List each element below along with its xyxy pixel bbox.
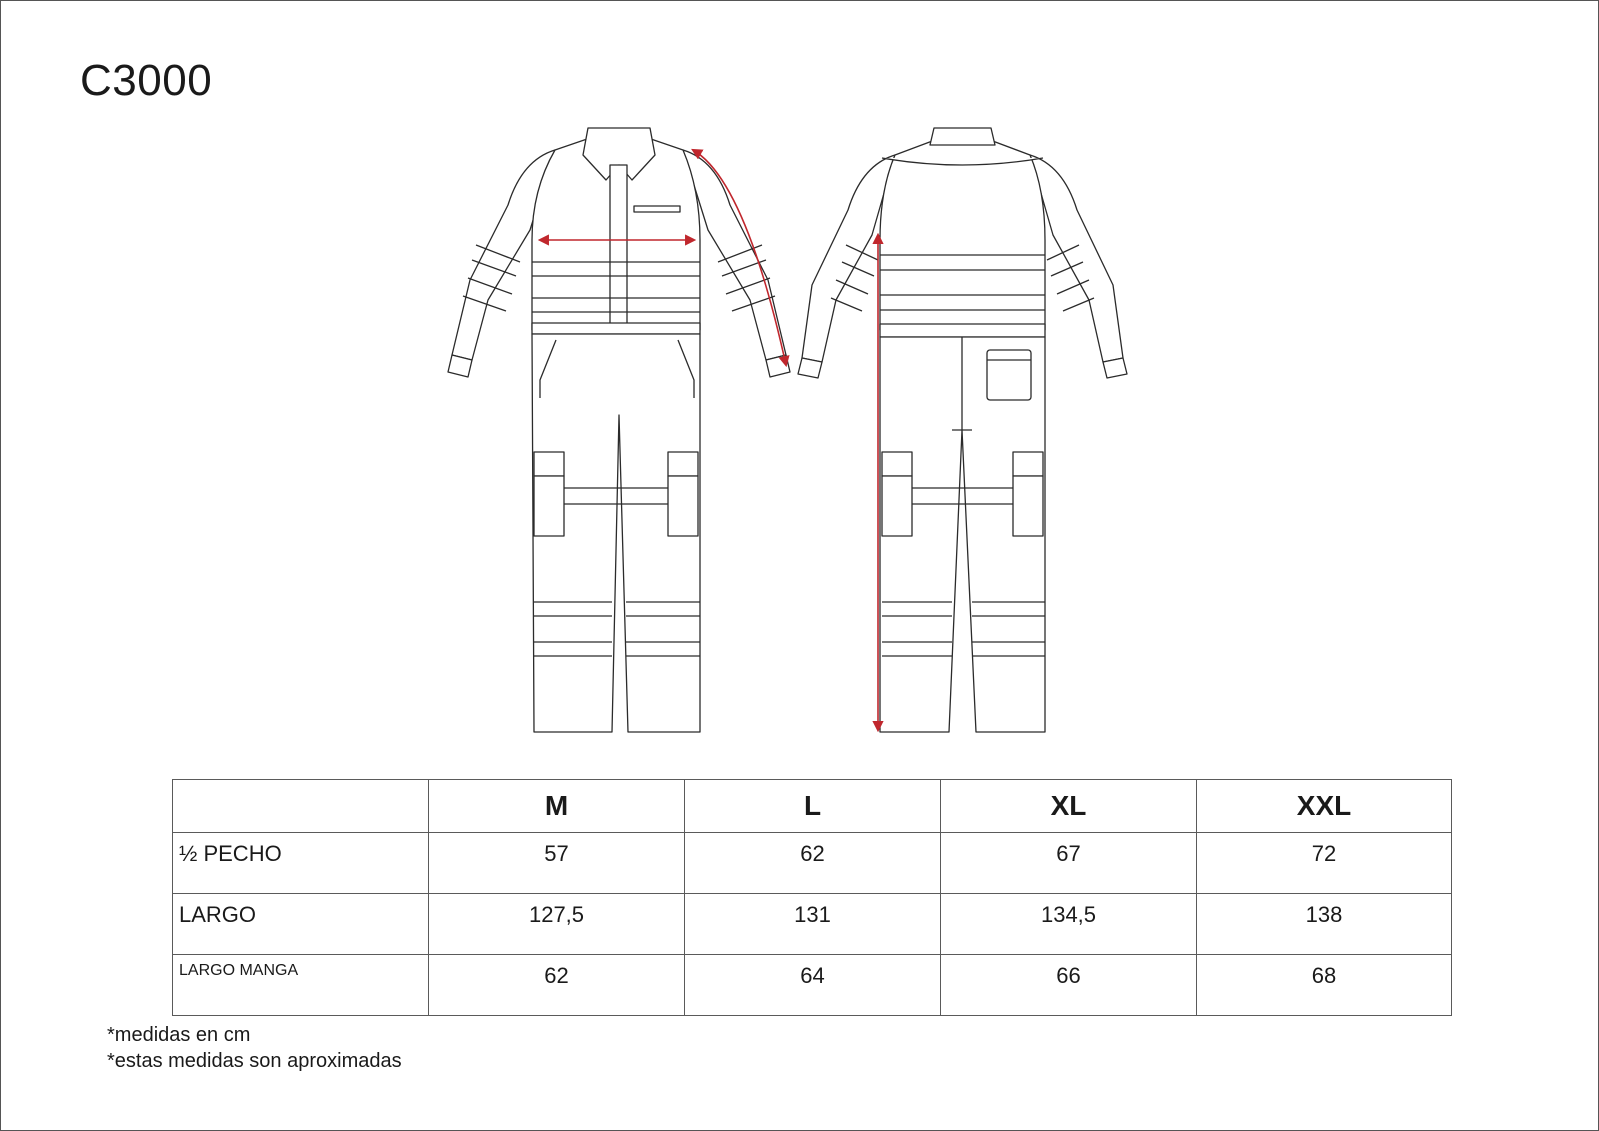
table-cell: 127,5: [429, 894, 685, 955]
table-cell: 62: [429, 955, 685, 1016]
table-cell: 64: [685, 955, 941, 1016]
row-label-length: LARGO: [173, 894, 429, 955]
note-units: *medidas en cm: [107, 1024, 251, 1046]
notes: [107, 1022, 402, 1074]
table-cell: 131: [685, 894, 941, 955]
size-header-xxl: XXL: [1197, 780, 1452, 833]
table-cell: 66: [941, 955, 1197, 1016]
row-label-sleeve-length: LARGO MANGA: [173, 955, 429, 1016]
table-cell: 134,5: [941, 894, 1197, 955]
table-cell: 138: [1197, 894, 1452, 955]
size-header-m: M: [429, 780, 685, 833]
row-label-half-chest: ½ PECHO: [173, 833, 429, 894]
table-cell: 67: [941, 833, 1197, 894]
table-cell: 68: [1197, 955, 1452, 1016]
table-cell: 62: [685, 833, 941, 894]
coverall-back-view: [798, 128, 1127, 732]
table-row: [173, 833, 1452, 894]
note-approximate: *estas medidas son aproximadas: [107, 1050, 402, 1072]
table-row: [173, 955, 1452, 1016]
table-row: [173, 894, 1452, 955]
size-header-row: [173, 780, 1452, 833]
header-empty-cell: [173, 780, 429, 833]
model-title: C3000: [80, 56, 213, 105]
table-cell: 57: [429, 833, 685, 894]
table-cell: 72: [1197, 833, 1452, 894]
coverall-front-view: [448, 128, 790, 732]
size-header-xl: XL: [941, 780, 1197, 833]
size-header-l: L: [685, 780, 941, 833]
size-chart-table: [172, 779, 1452, 1016]
